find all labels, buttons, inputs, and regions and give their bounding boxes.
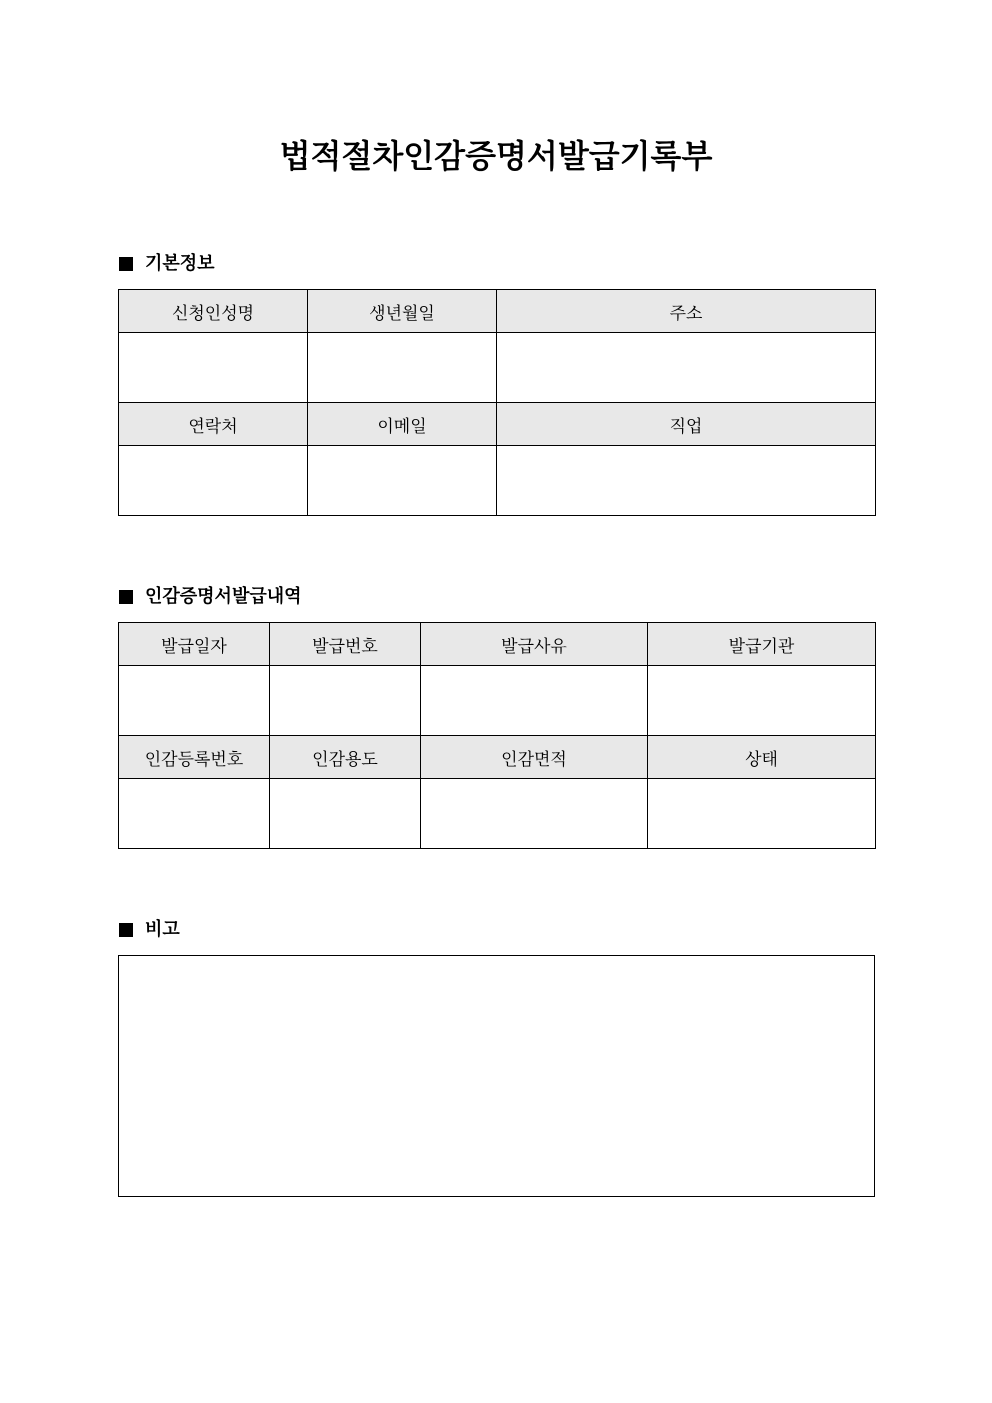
table-label-row (119, 623, 876, 666)
section-heading-label: 기본정보 (145, 253, 215, 274)
section-heading-basic-info (119, 251, 215, 277)
table-value-row (119, 779, 876, 849)
field-email[interactable] (308, 446, 497, 516)
field-status[interactable] (648, 779, 876, 849)
label-address: 주소 (497, 290, 876, 333)
basic-info-table (118, 289, 876, 516)
section-heading-issuance (119, 584, 302, 610)
label-issue-reason: 발급사유 (421, 623, 648, 666)
label-seal-purpose: 인감용도 (270, 736, 421, 779)
table-label-row (119, 403, 876, 446)
table-value-row (119, 446, 876, 516)
field-issue-number[interactable] (270, 666, 421, 736)
label-issuing-agency: 발급기관 (648, 623, 876, 666)
page-title: 법적절차인감증명서발급기록부 (279, 137, 713, 175)
table-label-row (119, 736, 876, 779)
table-label-row (119, 290, 876, 333)
field-seal-area[interactable] (421, 779, 648, 849)
label-applicant-name: 신청인성명 (119, 290, 308, 333)
remarks-field[interactable] (118, 955, 875, 1197)
field-issuing-agency[interactable] (648, 666, 876, 736)
issuance-table (118, 622, 876, 849)
field-occupation[interactable] (497, 446, 876, 516)
field-contact[interactable] (119, 446, 308, 516)
square-bullet-icon (119, 923, 133, 937)
field-seal-registration-number[interactable] (119, 779, 270, 849)
label-occupation: 직업 (497, 403, 876, 446)
field-address[interactable] (497, 333, 876, 403)
field-issue-reason[interactable] (421, 666, 648, 736)
table-value-row (119, 333, 876, 403)
label-status: 상태 (648, 736, 876, 779)
square-bullet-icon (119, 257, 133, 271)
label-contact: 연락처 (119, 403, 308, 446)
table-value-row (119, 666, 876, 736)
label-issue-date: 발급일자 (119, 623, 270, 666)
label-email: 이메일 (308, 403, 497, 446)
field-birth-date[interactable] (308, 333, 497, 403)
section-heading-label: 비고 (145, 919, 180, 940)
field-issue-date[interactable] (119, 666, 270, 736)
field-applicant-name[interactable] (119, 333, 308, 403)
label-seal-area: 인감면적 (421, 736, 648, 779)
field-seal-purpose[interactable] (270, 779, 421, 849)
square-bullet-icon (119, 590, 133, 604)
section-heading-remarks (119, 917, 180, 943)
label-seal-registration-number: 인감등록번호 (119, 736, 270, 779)
label-issue-number: 발급번호 (270, 623, 421, 666)
label-birth-date: 생년월일 (308, 290, 497, 333)
section-heading-label: 인감증명서발급내역 (145, 586, 302, 607)
